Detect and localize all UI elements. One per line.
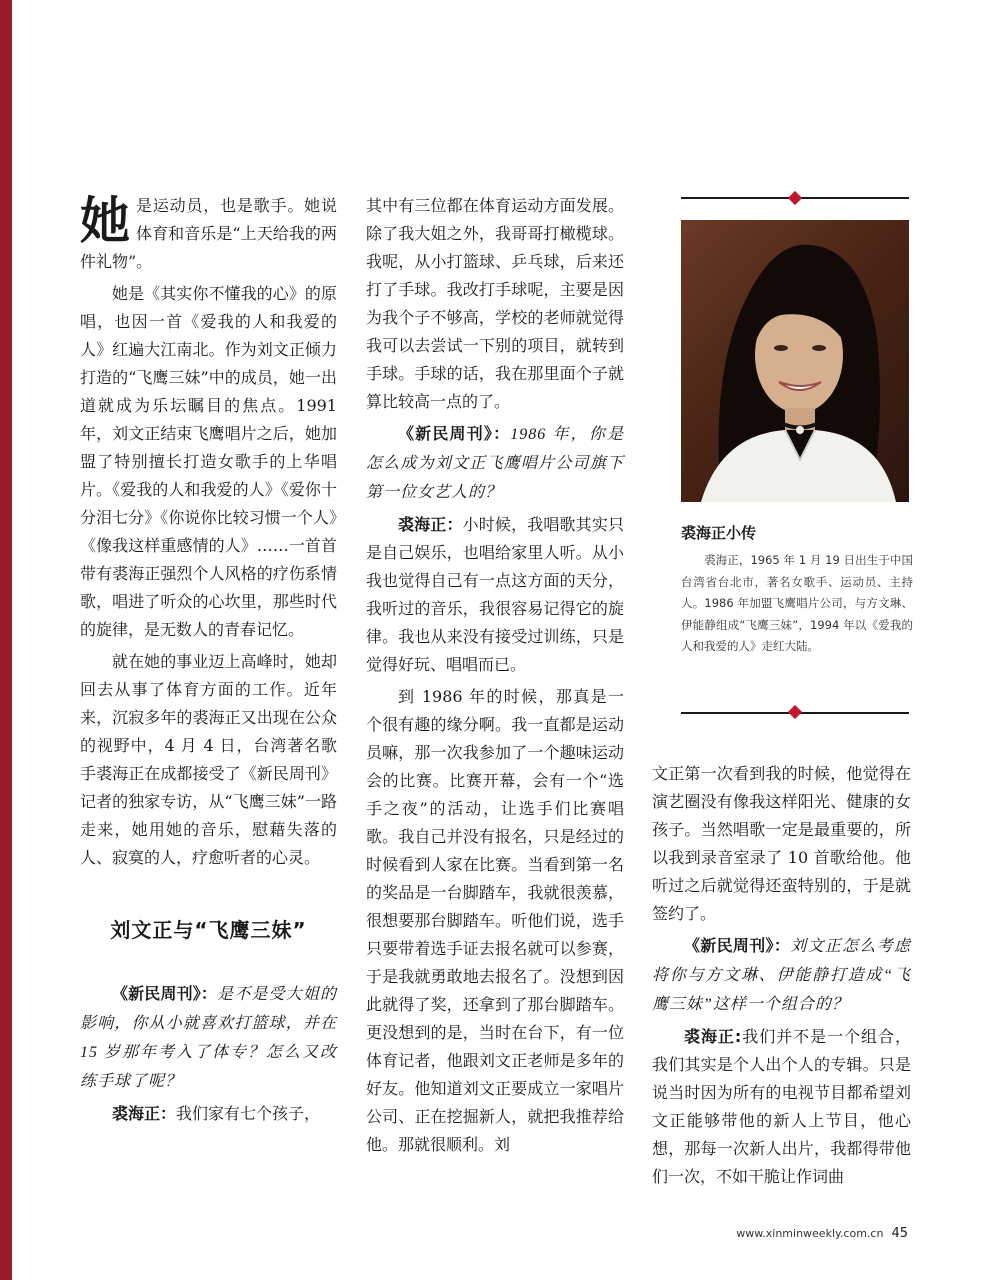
lead-paragraph bbox=[80, 192, 337, 276]
interview-question bbox=[652, 932, 911, 1019]
page-footer bbox=[736, 1226, 908, 1241]
paragraph: 文正第一次看到我的时候，他觉得在演艺圈没有像我这样阳光、健康的女孩子。当然唱歌一定是最重要的，所以我到录音室录了 10 首歌给他。他听过之后就觉得还蛮特别的，于是就签约了。 bbox=[652, 764, 911, 923]
answer-text: 小时候，我唱歌其实只是自己娱乐，也唱给家里人听。从小我也觉得自己有一点这方面的天分，我听过的音乐，我很容易记得它的旋律。我也从来没有接受过训练，只是觉得好玩、唱唱而已。 bbox=[366, 515, 624, 674]
answer-text: 我们并不是一个组合，我们其实是个人出个人的专辑。只是说当时因为所有的电视节目都希望刘文正能够带他的新人上节目，他心想，那每一次新人出片，我都得带他们一次，不如干脆让作词曲 bbox=[652, 1027, 911, 1186]
answer-speaker: 裘海正： bbox=[112, 1104, 177, 1123]
question-speaker: 《新民周刊》： bbox=[398, 424, 511, 443]
question-text: 刘文正怎么考虑将你与方文琳、伊能静打造成“飞鹰三妹”这样一个组合的？ bbox=[652, 938, 911, 1013]
sidebar-bio bbox=[681, 550, 913, 658]
article-column-3 bbox=[652, 760, 911, 1191]
section-heading: 刘文正与“飞鹰三妹” bbox=[110, 918, 307, 942]
article-column-2 bbox=[366, 192, 624, 1159]
diamond-ornament-icon bbox=[788, 705, 802, 719]
interview-answer bbox=[366, 511, 624, 679]
website-url: www.xinminweekly.com.cn bbox=[736, 1227, 884, 1240]
paragraph: 其中有三位都在体育运动方面发展。除了我大姐之外，我哥哥打橄榄球。我呢，从小打篮球、乒乓球，后来还打了手球。我改打手球呢，主要是因为我个子不够高，学校的老师就觉得我可以去尝试一下别的项目，就转到手球。手球的话，我在那里面个子就算比较高一点的了。 bbox=[366, 196, 624, 411]
sidebar-title: 裘海正小传 bbox=[681, 524, 757, 542]
answer-speaker: 裘海正： bbox=[398, 515, 463, 534]
question-text: 是不是受大姐的影响，你从小就喜欢打篮球，并在 15 岁那年考入了体专？怎么又改练手球了呢？ bbox=[80, 986, 337, 1090]
interview-question bbox=[80, 980, 337, 1096]
article-column-1 bbox=[80, 192, 337, 1128]
page-number: 45 bbox=[891, 1226, 908, 1241]
lead-text: 是运动员，也是歌手。她说体育和音乐是“上天给我的两件礼物”。 bbox=[80, 196, 337, 271]
question-text: 1986 年，你是怎么成为刘文正飞鹰唱片公司旗下第一位女艺人的？ bbox=[366, 426, 624, 501]
paragraph: 就在她的事业迈上高峰时，她却回去从事了体育方面的工作。近年来，沉寂多年的裘海正又出现在公众的视野中，4 月 4 日，台湾著名歌手裘海正在成都接受了《新民周刊》记者的独家专访，从“飞鹰三妹”一路走来，她用她的音乐，慰藉失落的人、寂寞的人，疗愈听者的心灵。 bbox=[80, 652, 337, 867]
paragraph: 她是《其实你不懂我的心》的原唱，也因一首《爱我的人和我爱的人》红遍大江南北。作为刘文正倾力打造的“飞鹰三妹”中的成员，她一出道就成为乐坛瞩目的焦点。1991 年，刘文正结束飞鹰唱片之后，她加盟了特别擅长打造女歌手的上华唱片。《爱我的人和我爱的人》《爱你十分泪七分》《你说你比较习惯一个人》《像我这样重感情的人》……一首首带有裘海正强烈个人风格的疗伤系情歌，唱进了听众的心坎里，那些时代的旋律，是无数人的青春记忆。 bbox=[80, 284, 337, 639]
answer-speaker: 裘海正: bbox=[684, 1027, 742, 1046]
magazine-spine-bar bbox=[0, 0, 12, 1280]
answer-text: 我们家有七个孩子， bbox=[176, 1104, 321, 1123]
drop-cap: 她 bbox=[80, 191, 130, 250]
question-speaker: 《新民周刊》： bbox=[684, 936, 791, 955]
portrait-photo bbox=[681, 220, 909, 502]
interview-question bbox=[366, 420, 624, 507]
question-speaker: 《新民周刊》： bbox=[112, 984, 218, 1003]
portrait-illustration bbox=[681, 220, 909, 502]
sidebar-bio-text: 裘海正，1965 年 1 月 19 日出生于中国台湾省台北市，著名女歌手、运动员、主持人。1986 年加盟飞鹰唱片公司，与方文琳、伊能静组成“飞鹰三妹”，1994 年以《爱我的人和我爱的人》走红大陆。 bbox=[681, 553, 913, 653]
interview-answer bbox=[80, 1100, 337, 1128]
paragraph: 到 1986 年的时候，那真是一个很有趣的缘分啊。我一直都是运动员嘛，那一次我参加了一个趣味运动会的比赛。比赛开幕，会有一个“选手之夜”的活动，让选手们比赛唱歌。我自己并没有报名，只是经过的时候看到人家在比赛。当看到第一名的奖品是一台脚踏车，我就很羡慕，很想要那台脚踏车。听他们说，选手只要带着选手证去报名就可以参赛，于是我就勇敢地去报名了。没想到因此就得了奖，还拿到了那台脚踏车。更没想到的是，当时在台下，有一位体育记者，他跟刘文正老师是多年的好友。他知道刘文正要成立一家唱片公司、正在挖掘新人，就把我推荐给他。那就很顺利。刘 bbox=[366, 687, 624, 1154]
interview-answer bbox=[652, 1023, 911, 1191]
diamond-ornament-icon bbox=[788, 191, 802, 205]
